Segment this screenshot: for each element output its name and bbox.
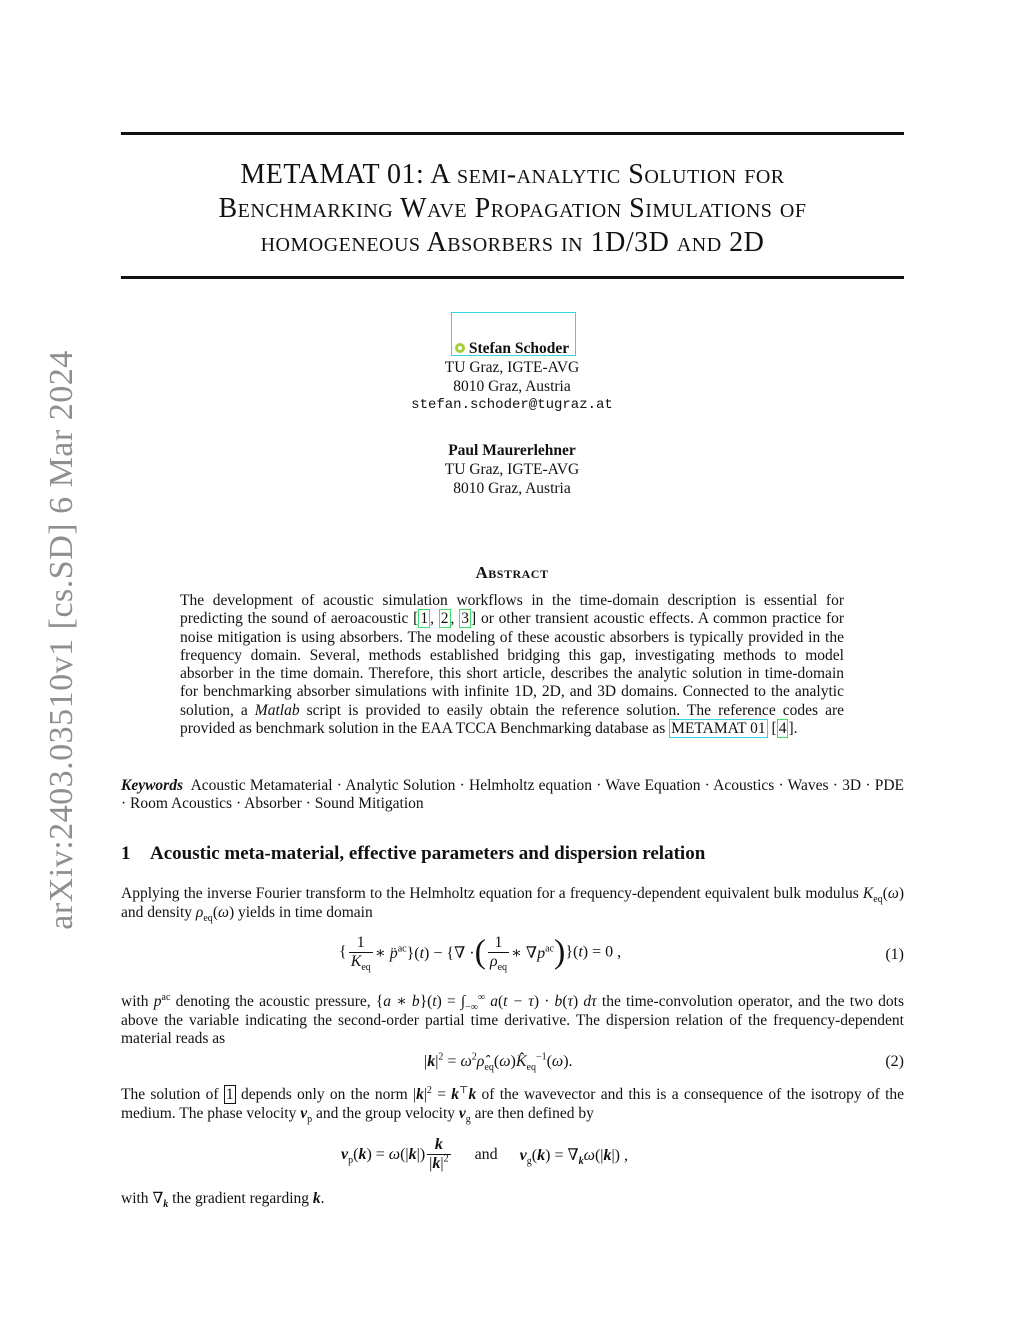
- equation-body: { $\frac{1}{K_{eq}}$ ∗ p̈$^{ac}$}(t) − {∇ ·( $\frac{1}{\rho_{eq}}$ ∗ $\nabla p^{ac})\}(t) = 0$ ,: [339, 933, 622, 974]
- text-span: the time-convolution operator, and the two dots above the variable indicating the second-order partial time derivative. The dispersion relation of the frequency-dependent material reads as: [121, 993, 904, 1047]
- text-span: and the group velocity: [315, 1104, 456, 1122]
- equation-1: [121, 932, 904, 982]
- section-heading: [121, 843, 705, 865]
- title-rule-top: [121, 132, 904, 135]
- text-span: denoting the acoustic pressure,: [175, 993, 371, 1010]
- title-line-2: Benchmarking Wave Propagation Simulations of: [218, 193, 807, 224]
- author-name[interactable]: Stefan Schoder: [468, 340, 570, 357]
- equation-number: (2): [885, 1053, 904, 1070]
- paragraph: [121, 885, 904, 922]
- equation-body: $v_p(k) = \omega(|k|)$ $\frac{k}{|k|^2}$ and $v_g(k) = \nabla_k\omega(|k|)$ ,: [341, 1136, 628, 1172]
- text-span: are then defined by: [474, 1104, 594, 1122]
- math-inline: $|k|^2 = k^⊤k$: [412, 1084, 477, 1103]
- author-address: 8010 Graz, Austria: [453, 378, 571, 395]
- text-span: and density: [121, 903, 193, 921]
- author-affiliation: TU Graz, IGTE-AVG: [444, 461, 580, 478]
- paragraph: [121, 1190, 904, 1209]
- text-span: with: [121, 993, 149, 1010]
- equation-ref-link[interactable]: 1: [225, 1086, 234, 1103]
- arxiv-identifier: arXiv:2403.03510v1 [cs.SD] 6 Mar 2024: [43, 350, 80, 930]
- author-name: Paul Maurerlehner: [448, 442, 576, 459]
- abstract-span: ,: [430, 610, 439, 628]
- metamat-link[interactable]: METAMAT 01: [671, 720, 766, 738]
- text-span: .: [320, 1190, 325, 1207]
- equation-3: [121, 1136, 904, 1182]
- citation-link[interactable]: 4: [778, 720, 787, 738]
- math-inline: $v_g$: [458, 1104, 471, 1125]
- abstract-span: ] or other transient acoustic effects. A common practice for noise mitigation is using absorbers. The modeling of these acoustic absorbers is typically provided in the frequency domain. Several, methods established bridging this gap, investigating methods to model absorber in the time domain. Therefore, this short article, describes the analytic solution in time-domain for benchmarking absorber simulations with infinite 1D, 2D, and 3D domains. Connected to the analytic solution, a: [180, 610, 845, 719]
- citation-link[interactable]: 1: [420, 610, 429, 628]
- paragraph: [121, 1086, 904, 1123]
- math-inline: $p^{ac}$: [153, 991, 171, 1010]
- title-line-1: METAMAT 01: A semi-analytic Solution for: [240, 159, 785, 190]
- keywords-list: Acoustic Metamaterial · Analytic Solution · Helmholtz equation · Wave Equation · Acoustics · Waves · 3D · PDE · Room Acoustics · Absorber · Sound Mitigation: [121, 777, 904, 813]
- text-span: depends only on the norm: [240, 1086, 408, 1103]
- citation-link[interactable]: 3: [461, 610, 469, 628]
- math-inline: k: [312, 1190, 321, 1207]
- text-span: yields in time domain: [237, 903, 373, 921]
- paper-title: [121, 158, 904, 260]
- abstract-text: [180, 592, 844, 738]
- abstract-heading: Abstract: [475, 563, 549, 582]
- title-line-3: homogeneous Absorbers in 1D/3D and 2D: [260, 227, 765, 258]
- equation-number: (1): [885, 946, 904, 963]
- author-address: 8010 Graz, Austria: [453, 480, 571, 497]
- title-rule-bottom: [121, 276, 904, 279]
- section-title: Acoustic meta-material, effective parameters and dispersion relation: [150, 843, 706, 864]
- abstract-span: ,: [450, 610, 460, 628]
- author-affiliation: TU Graz, IGTE-AVG: [444, 359, 580, 376]
- abstract-span: script is provided to easily obtain the reference solution. The reference codes are provided as benchmark solution in the EAA TCCA Benchmarking database as: [180, 701, 844, 738]
- text-span: of the wavevector and this is a consequence of the isotropy of the medium. The phase velocity: [121, 1086, 905, 1122]
- equation-body: $|k|^2$ = $\omega^2\rhô_{eq}(\omega)K̂_{eq}^{-1}(\omega)$.: [424, 1051, 573, 1074]
- section-number: 1: [121, 843, 131, 864]
- text-span: The solution of: [121, 1086, 219, 1103]
- keywords-label: Keywords: [121, 777, 183, 794]
- author-block-1: [312, 339, 712, 415]
- author-email[interactable]: stefan.schoder@tugraz.at: [411, 397, 613, 413]
- text-span: Applying the inverse Fourier transform to the Helmholtz equation for a frequency-dependent equivalent bulk modulus: [121, 885, 859, 902]
- math-inline: $v_p$: [300, 1104, 313, 1125]
- keywords: [121, 777, 904, 814]
- orcid-icon[interactable]: [455, 343, 465, 353]
- citation-link[interactable]: 2: [440, 610, 449, 628]
- matlab-term: Matlab: [254, 701, 300, 719]
- equation-2: [121, 1053, 904, 1075]
- math-inline: $K_{eq}(\omega)$: [862, 885, 905, 906]
- abstract-span: ].: [788, 720, 798, 738]
- abstract-span: The development of acoustic simulation workflows in the time-domain description is essential for predicting the sound of aeroacoustic [: [180, 592, 844, 628]
- author-block-2: [312, 441, 712, 498]
- abstract-span: [: [767, 720, 777, 738]
- math-inline: {a ∗ $b\}(t) = \int_{-\infty}^\infty$ a(t − τ) · b(τ) dτ: [375, 991, 597, 1014]
- text-span: the gradient regarding: [172, 1190, 309, 1207]
- equation-and: and: [474, 1145, 498, 1163]
- math-inline: $\rho_{eq}(\omega)$: [195, 903, 235, 924]
- paragraph: [121, 993, 904, 1049]
- math-inline: $\nabla_k$: [152, 1190, 169, 1211]
- text-span: with: [121, 1190, 149, 1207]
